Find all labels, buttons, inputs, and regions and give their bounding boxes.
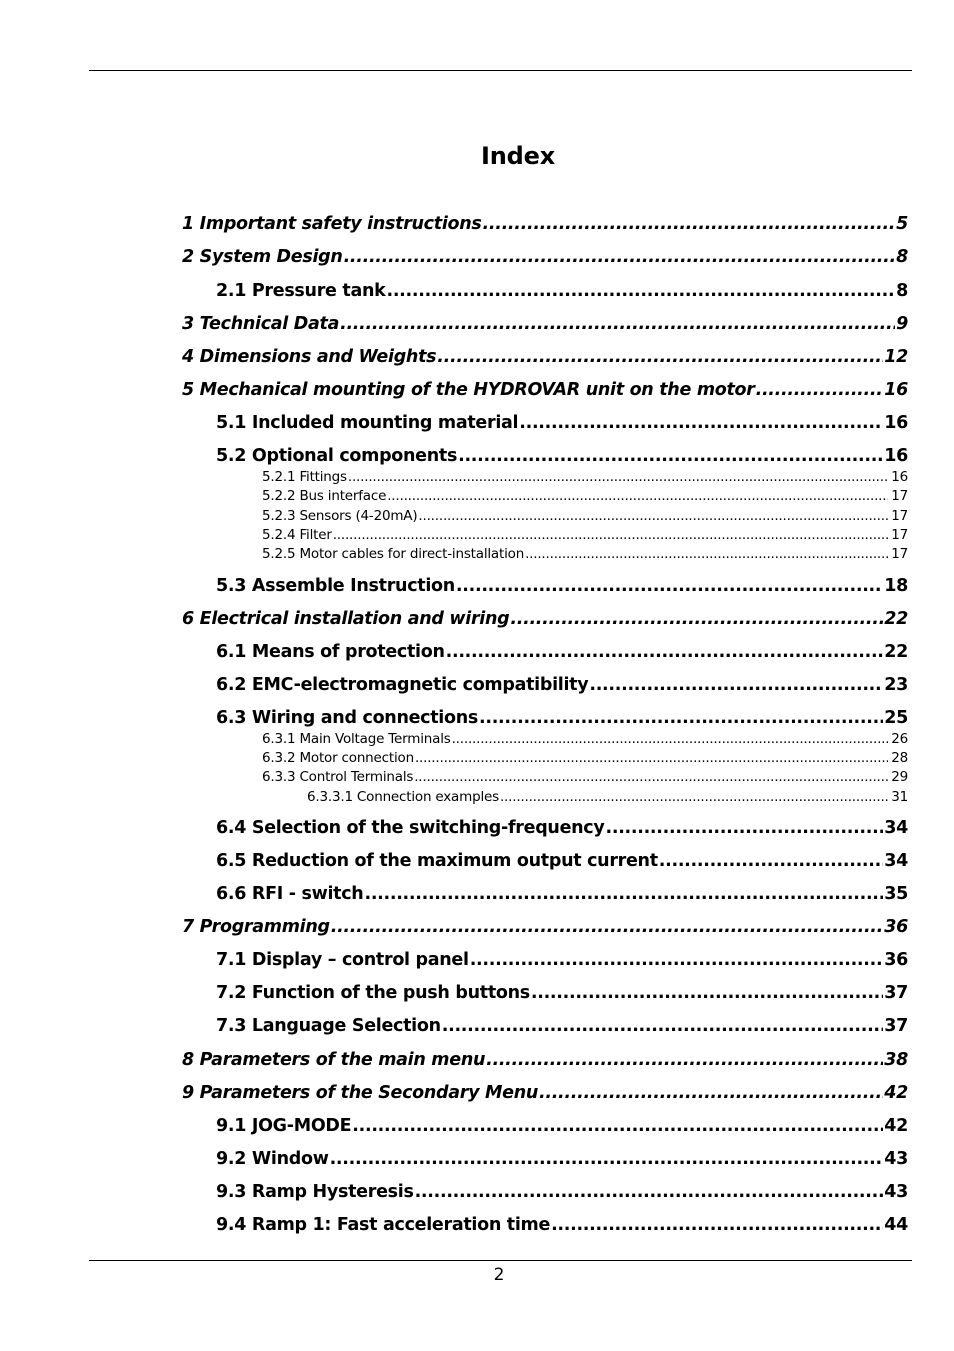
dot-leader xyxy=(340,312,895,336)
dot-leader xyxy=(331,915,884,939)
toc-entry-label: 5.2.2 Bus interface xyxy=(262,488,387,504)
dot-leader xyxy=(415,749,888,768)
toc-entry-page: 43 xyxy=(884,1182,908,1202)
page-title: Index xyxy=(481,142,555,170)
toc-entry-label: 6.3.3 Control Terminals xyxy=(262,769,414,785)
toc-entry-label: 6.3.3.1 Connection examples xyxy=(307,789,499,805)
toc-entry-page: 5 xyxy=(896,214,908,234)
dot-leader xyxy=(415,1180,884,1204)
toc-entry-label: 5.3 Assemble Instruction xyxy=(216,576,455,596)
toc-entry-label: 5.1 Included mounting material xyxy=(216,413,519,433)
dot-leader xyxy=(437,345,883,369)
toc-entry-label: 6.3 Wiring and connections xyxy=(216,708,479,728)
dot-leader xyxy=(486,1048,883,1072)
toc-entry-label: 6.4 Selection of the switching-frequency xyxy=(216,818,605,838)
toc-entry[interactable] xyxy=(182,212,908,236)
toc-entry-label: 7 Programming xyxy=(182,917,330,937)
toc-entry-page: 17 xyxy=(891,546,908,562)
toc-entry-page: 17 xyxy=(891,508,908,524)
toc-entry[interactable] xyxy=(216,1180,908,1204)
dot-leader xyxy=(456,574,883,598)
dot-leader xyxy=(352,1114,883,1138)
toc-entry-page: 42 xyxy=(884,1116,908,1136)
toc-entry[interactable] xyxy=(216,1014,908,1038)
toc-entry[interactable] xyxy=(262,507,908,526)
toc-entry-page: 16 xyxy=(884,380,908,400)
dot-leader xyxy=(414,768,888,787)
toc-entry-page: 23 xyxy=(884,675,908,695)
dot-leader xyxy=(364,882,883,906)
toc-entry-page: 44 xyxy=(884,1215,908,1235)
toc-entry[interactable] xyxy=(216,706,908,730)
toc-entry-label: 7.3 Language Selection xyxy=(216,1016,441,1036)
toc-entry-label: 7.1 Display – control panel xyxy=(216,950,469,970)
toc-entry[interactable] xyxy=(307,788,908,807)
toc-entry-page: 29 xyxy=(891,769,908,785)
dot-leader xyxy=(519,411,883,435)
toc-entry-page: 37 xyxy=(884,983,908,1003)
dot-leader xyxy=(418,507,888,526)
toc-entry[interactable] xyxy=(262,545,908,564)
toc-entry[interactable] xyxy=(216,981,908,1005)
dot-leader xyxy=(510,607,883,631)
toc-entry-page: 22 xyxy=(884,609,908,629)
dot-leader xyxy=(525,545,888,564)
toc-entry[interactable] xyxy=(216,849,908,873)
dot-leader xyxy=(479,706,883,730)
toc-entry[interactable] xyxy=(262,468,908,487)
toc-entry-page: 35 xyxy=(884,884,908,904)
toc-entry[interactable] xyxy=(216,574,908,598)
dot-leader xyxy=(756,378,884,402)
toc-entry-page: 42 xyxy=(884,1083,908,1103)
toc-entry[interactable] xyxy=(182,607,908,631)
toc-entry[interactable] xyxy=(216,948,908,972)
toc-entry-label: 6.3.1 Main Voltage Terminals xyxy=(262,731,451,747)
toc-entry[interactable] xyxy=(182,1081,908,1105)
toc-entry[interactable] xyxy=(216,1213,908,1237)
toc-entry-label: 5.2.4 Filter xyxy=(262,527,332,543)
toc-entry-page: 34 xyxy=(884,851,908,871)
toc-entry-label: 5 Mechanical mounting of the HYDROVAR unit on the motor xyxy=(182,380,755,400)
toc-entry-page: 31 xyxy=(891,789,908,805)
toc-entry-label: 3 Technical Data xyxy=(182,314,340,334)
toc-entry[interactable] xyxy=(182,245,908,269)
toc-entry-page: 12 xyxy=(884,347,908,367)
toc-entry-label: 9 Parameters of the Secondary Menu xyxy=(182,1083,539,1103)
toc-entry-page: 17 xyxy=(891,527,908,543)
toc-entry-page: 8 xyxy=(896,247,908,267)
toc-entry-label: 5.2.5 Motor cables for direct-installation xyxy=(262,546,525,562)
dot-leader xyxy=(500,788,888,807)
toc-entry-page: 18 xyxy=(884,576,908,596)
toc-entry-page: 22 xyxy=(884,642,908,662)
toc-entry[interactable] xyxy=(182,1048,908,1072)
toc-entry-page: 9 xyxy=(896,314,908,334)
toc-entry-page: 38 xyxy=(884,1050,908,1070)
toc-entry-label: 2 System Design xyxy=(182,247,343,267)
dot-leader xyxy=(531,981,883,1005)
toc-entry[interactable] xyxy=(216,640,908,664)
toc-entry-label: 6.1 Means of protection xyxy=(216,642,445,662)
toc-entry[interactable] xyxy=(262,749,908,768)
toc-entry[interactable] xyxy=(262,730,908,749)
toc-entry-label: 9.1 JOG-MODE xyxy=(216,1116,352,1136)
toc-entry-label: 9.2 Window xyxy=(216,1149,329,1169)
toc-entry-page: 34 xyxy=(884,818,908,838)
toc-entry-label: 2.1 Pressure tank xyxy=(216,281,386,301)
toc-entry-label: 6 Electrical installation and wiring xyxy=(182,609,510,629)
dot-leader xyxy=(458,444,883,468)
dot-leader xyxy=(606,816,884,840)
toc-entry[interactable] xyxy=(262,487,908,506)
toc-entry[interactable] xyxy=(182,312,908,336)
footer-rule xyxy=(89,1260,912,1261)
dot-leader xyxy=(470,948,884,972)
toc-entry-label: 5.2.3 Sensors (4-20mA) xyxy=(262,508,418,524)
dot-leader xyxy=(330,1147,884,1171)
dot-leader xyxy=(589,673,883,697)
dot-leader xyxy=(539,1081,883,1105)
toc-entry[interactable] xyxy=(216,1114,908,1138)
dot-leader xyxy=(551,1213,883,1237)
toc-entry[interactable] xyxy=(216,673,908,697)
toc-entry[interactable] xyxy=(182,378,908,402)
toc-entry-page: 36 xyxy=(884,950,908,970)
dot-leader xyxy=(446,640,884,664)
dot-leader xyxy=(452,730,889,749)
dot-leader xyxy=(387,487,888,506)
toc-entry[interactable] xyxy=(216,444,908,468)
page-number: 2 xyxy=(493,1265,505,1285)
toc-entry-label: 9.4 Ramp 1: Fast acceleration time xyxy=(216,1215,551,1235)
toc-entry-label: 5.2.1 Fittings xyxy=(262,469,347,485)
toc-entry-page: 37 xyxy=(884,1016,908,1036)
toc-entry-label: 6.2 EMC-electromagnetic compatibility xyxy=(216,675,589,695)
toc-entry-label: 1 Important safety instructions xyxy=(182,214,482,234)
dot-leader xyxy=(386,279,895,303)
toc-entry-page: 16 xyxy=(884,413,908,433)
toc-entry-page: 16 xyxy=(884,446,908,466)
toc-entry-label: 9.3 Ramp Hysteresis xyxy=(216,1182,414,1202)
toc-entry[interactable] xyxy=(216,1147,908,1171)
dot-leader xyxy=(659,849,883,873)
toc-entry-label: 6.5 Reduction of the maximum output current xyxy=(216,851,658,871)
toc-entry[interactable] xyxy=(182,915,908,939)
toc-entry-label: 7.2 Function of the push buttons xyxy=(216,983,530,1003)
toc-entry[interactable] xyxy=(262,526,908,545)
toc-entry-page: 8 xyxy=(896,281,908,301)
toc-entry-label: 6.6 RFI - switch xyxy=(216,884,364,904)
toc-entry-page: 28 xyxy=(891,750,908,766)
toc-entry-label: 4 Dimensions and Weights xyxy=(182,347,437,367)
toc-entry-page: 17 xyxy=(891,488,908,504)
toc-entry[interactable] xyxy=(216,279,908,303)
toc-entry-page: 26 xyxy=(891,731,908,747)
dot-leader xyxy=(344,245,896,269)
toc-entry-label: 6.3.2 Motor connection xyxy=(262,750,414,766)
toc-entry[interactable] xyxy=(182,345,908,369)
toc-entry-label: 5.2 Optional components xyxy=(216,446,458,466)
toc-entry-page: 36 xyxy=(884,917,908,937)
toc-entry[interactable] xyxy=(262,768,908,787)
dot-leader xyxy=(333,526,889,545)
toc-entry-page: 25 xyxy=(884,708,908,728)
dot-leader xyxy=(348,468,888,487)
toc-entry-label: 8 Parameters of the main menu xyxy=(182,1050,486,1070)
dot-leader xyxy=(483,212,896,236)
toc-entry-page: 43 xyxy=(884,1149,908,1169)
toc-entry[interactable] xyxy=(216,411,908,435)
toc-entry[interactable] xyxy=(216,816,908,840)
dot-leader xyxy=(442,1014,883,1038)
toc-entry[interactable] xyxy=(216,882,908,906)
toc-entry-page: 16 xyxy=(891,469,908,485)
